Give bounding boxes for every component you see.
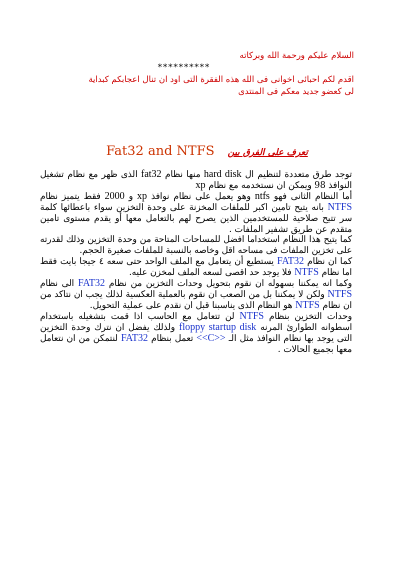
greeting-line-1: اقدم لكم احبائى اخوانى فى الله هذه الفقرة التى اود ان تنال اعجابكم كبداية [88, 75, 354, 85]
term-ntfs: ntfs [254, 190, 270, 202]
term-fat32: FAT32 [277, 256, 305, 268]
article-body [40, 170, 352, 355]
text-run: بانه يتيح تامين اكبر للملفات المخزنة على وحدة التخزين سواء باعطائها كلمة سر تتيح صلاحية للمستخدمين الذين يصرح لهم بالتعامل معها أو يقدم مستوى تامين متقدم عن طريق تشفير الملفات . [40, 202, 352, 235]
text-run: وكما انه يمكننا بسهوله ان نقوم بتحويل وحدات التخزين من نظام [108, 279, 353, 290]
text-run: وهو يعمل على نظام نوافذ [151, 191, 251, 202]
paragraph-5 [40, 279, 352, 312]
title-english: Fat32 and NTFS [106, 144, 215, 159]
paragraph-6 [40, 312, 352, 356]
term-ntfs: NTFS [295, 299, 320, 311]
term-floppy-startup-disk: floppy startup disk [179, 321, 257, 333]
text-run: فلا يوجد حد اقصى لسعه الملف لمخزن عليه. [128, 268, 292, 279]
text-run: تعمل بنظام [151, 333, 194, 344]
greeting-salam: السلام عليكم ورحمة الله وبركاته [239, 51, 354, 61]
term-2000: 2000 [104, 190, 125, 202]
term-hard-disk: hard disk [203, 169, 242, 180]
text-run: هو النظام الذى يناسبنا قبل ان نقدم على عملية التحويل. [89, 300, 293, 311]
text-run: ولذلك يفضل ان نترك وحدة التخزين التى يوجد بها نظام النوافذ مثل الـ [40, 322, 353, 344]
term-fat32: fat32 [141, 169, 162, 180]
text-run: يستطيع أن يتعامل مع الملف الواحد حتى سعه ٤ جيجا بايت فقط اما نظام [40, 257, 352, 279]
text-run: كما ان نظام [307, 257, 353, 268]
term-ntfs: NTFS [239, 310, 264, 322]
term-c-drive: <<C>> [196, 332, 226, 344]
text-run: ولكن لا يمكننا بل من الصعب ان نقوم بالعملية العكسية لذلك يجب ان نتاكد من ان نظام [40, 289, 352, 311]
term-xp: xp [137, 190, 148, 202]
term-ntfs: NTFS [327, 288, 352, 300]
text-run: الى نظام [40, 279, 75, 290]
text-run: أما النظام الثانى فهو [273, 191, 353, 202]
term-ntfs: NTFS [327, 201, 353, 213]
term-ntfs: NTFS [294, 267, 319, 279]
stars-divider: ********** [157, 63, 211, 73]
paragraph-4 [40, 257, 352, 279]
text-run: و [128, 191, 133, 202]
title-arabic: تعرف على الفرق بين [227, 148, 308, 158]
article-title [60, 140, 354, 158]
term-fat32: FAT32 [120, 332, 148, 344]
term-xp: xp [195, 179, 206, 191]
paragraph-2 [40, 192, 352, 236]
text-run: توجد طرق متعددة لتنظيم ال [245, 170, 352, 180]
text-run: لنتمكن من ان نتعامل معها بجميع الحالات . [40, 333, 352, 355]
term-fat32: FAT32 [78, 278, 106, 290]
text-run: وحدات التخزين بنظام [269, 311, 353, 322]
text-run: منها نظام [165, 170, 201, 180]
paragraph-1 [40, 170, 352, 192]
greeting-line-2: لى كعضو جديد معكم فى المنتدى [238, 87, 354, 97]
greeting-block [54, 50, 354, 98]
paragraph-3: كما يتيح هذا النظام استخداما افضل للمساحات المتاحة من وحدة التخزين وذلك لقدرته على تخزين الملفات فى مساحه اقل وخاصه بالنسبة للملفات صغيرة الحجم. [40, 235, 352, 257]
text-run: فقط يتميز نظام [40, 191, 101, 202]
text-run: لن تتعامل مع الحاسب اذا قمت بتشغيله باستخدام اسطوانه الطوارئ المرنه [40, 311, 353, 333]
text-run: الذى ظهر مع نظام تشغيل النوافذ 98 ويمكن ان نستخدمه مع نظام [40, 170, 352, 191]
